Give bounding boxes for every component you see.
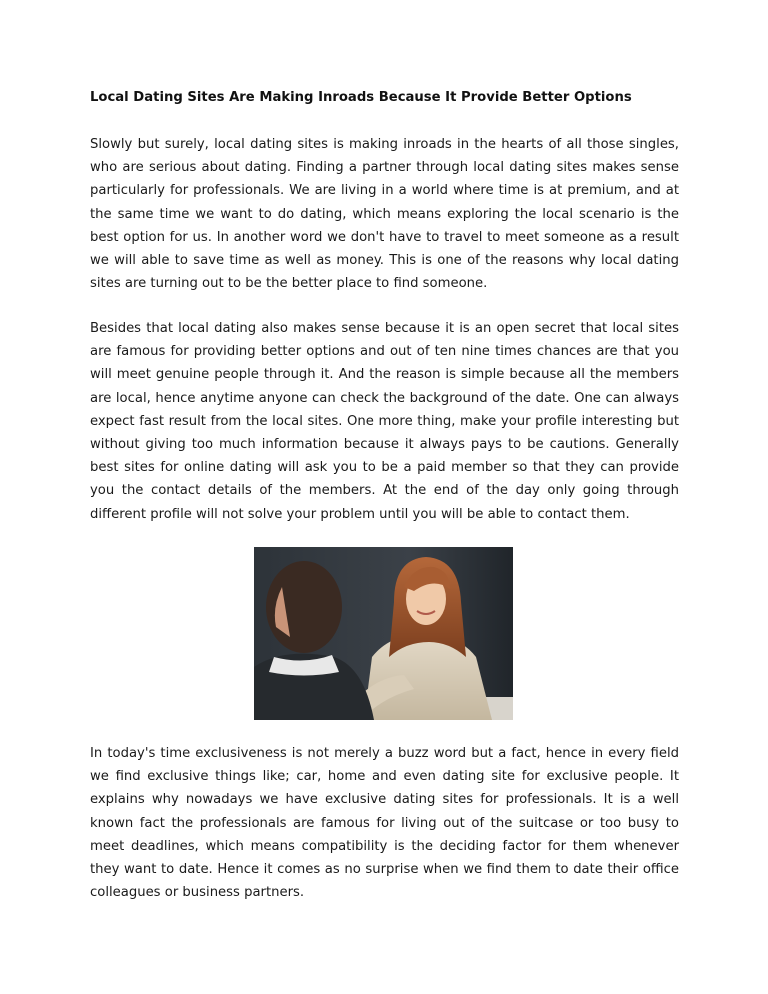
paragraph-3: In today's time exclusiveness is not merely a buzz word but a fact, hence in every field we find exclusive things like; car, home and even dating site for exclusive people. It explains why nowadays we have exclusive dating sites for professionals. It is a well known fact the professionals are famous for living out of the suitcase or too busy to meet deadlines, which means compatibility is the deciding factor for them whenever they want to date. Hence it comes as no surprise when we find them to date their office colleagues or business partners. [90,746,679,901]
couple-illustration [254,547,513,720]
paragraph-1: Slowly but surely, local dating sites is making inroads in the hearts of all those singles, who are serious about dating. Finding a partner through local dating sites makes sense particularly for professionals. We are living in a world where time is at premium, and at the same time we want to do dating, which means exploring the local scenario is the best option for us. In another word we don't have to travel to meet someone as a result we will able to save time as well as money. This is one of the reasons why local dating sites are turning out to be the better place to find someone. [90,137,679,292]
paragraph-2: Besides that local dating also makes sense because it is an open secret that local sites are famous for providing better options and out of ten nine times chances are that you will meet genuine people through it. And the reason is simple because all the members are local, hence anytime anyone can check the background of the date. One can always expect fast result from the local sites. One more thing, make your profile interesting but without giving too much information because it always pays to be cautions. Generally best sites for online dating will ask you to be a paid member so that they can provide you the contact details of the members. At the end of the day only going through different profile will not solve your problem until you will be able to contact them. [90,321,679,522]
couple-photo [254,547,513,720]
document-title: Local Dating Sites Are Making Inroads Because It Provide Better Options [90,90,632,105]
